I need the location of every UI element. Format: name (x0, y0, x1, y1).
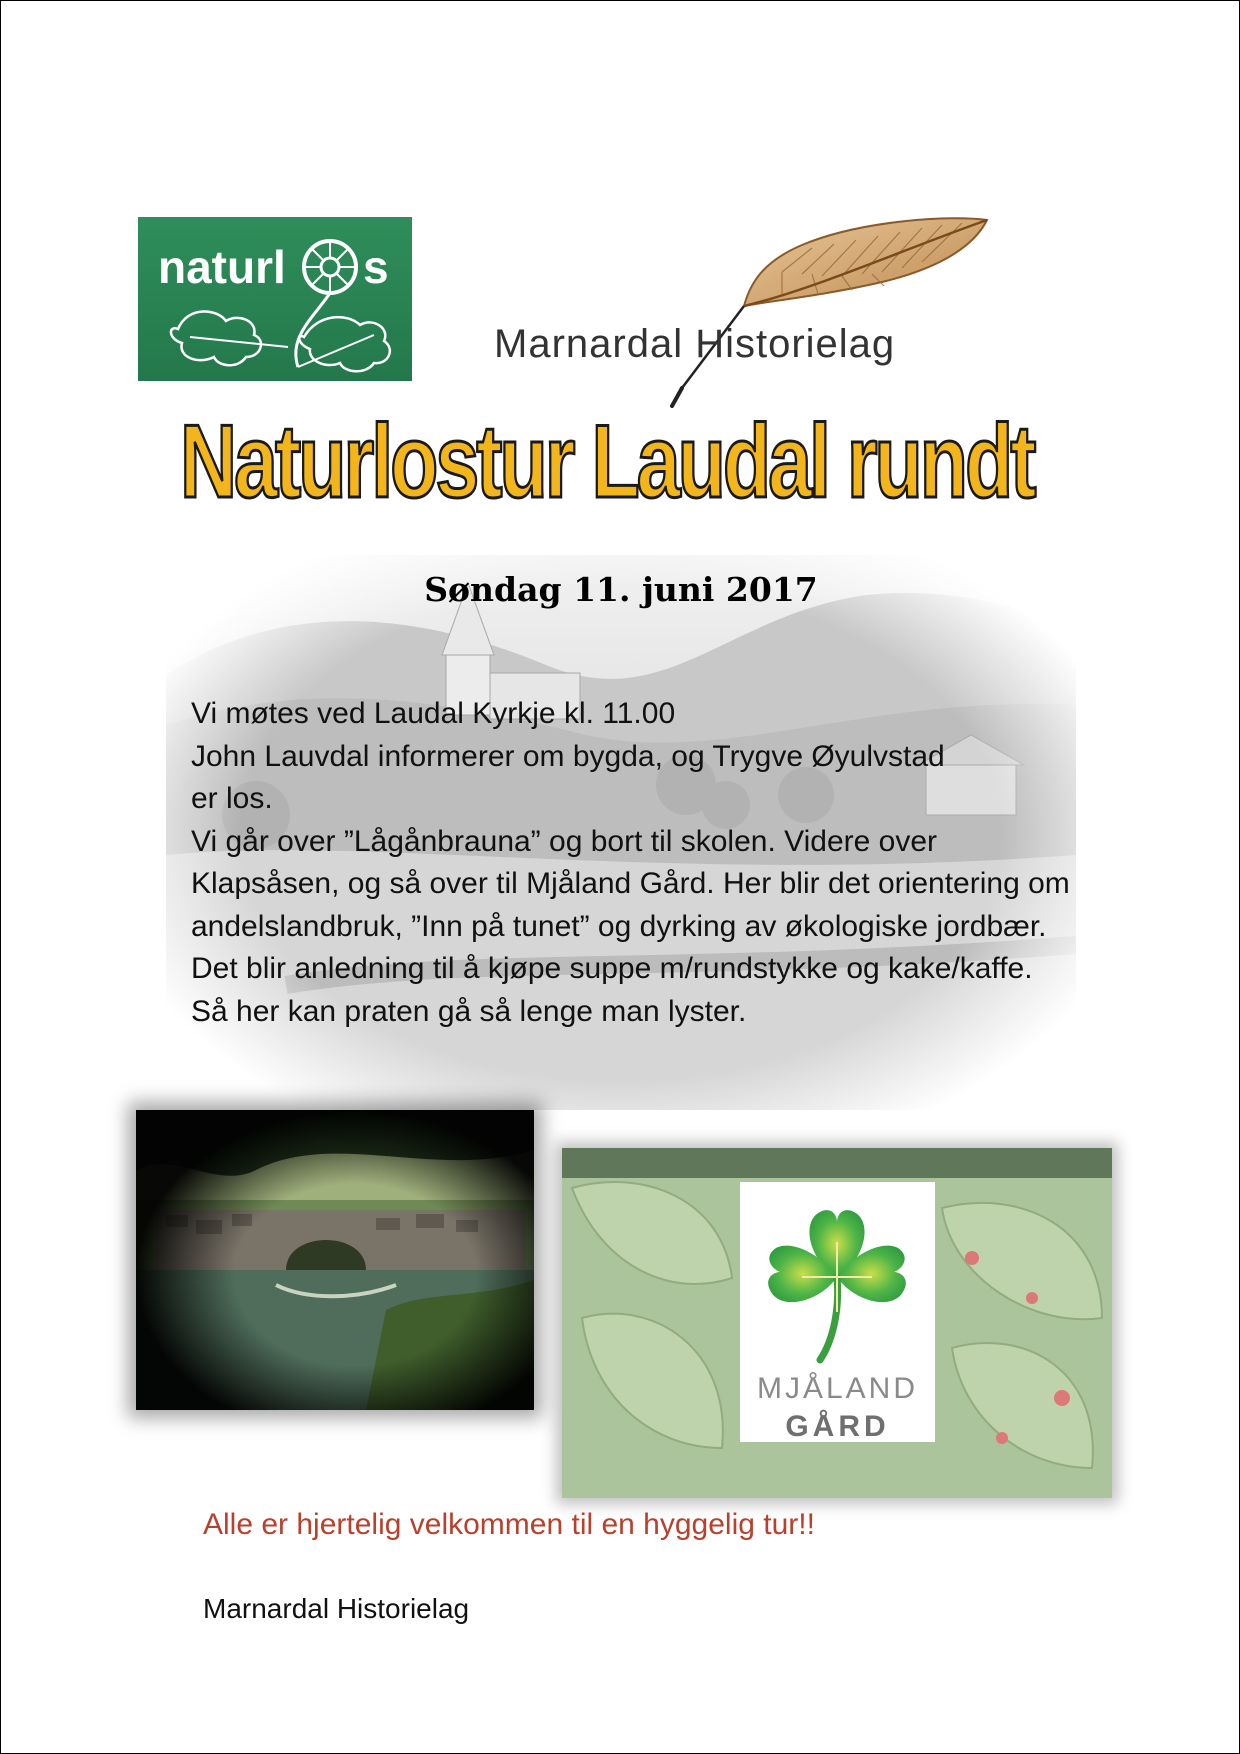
event-description (191, 693, 1071, 1033)
historielag-logo-text: Marnardal Historielag (494, 322, 896, 366)
description-paragraph: Vi går over ”Lågånbrauna” og bort til skolen. Videre over Klapsåsen, og så over til Mjåland Gård. Her blir det orientering om andelslandbruk, ”Inn på tunet” og dyrking av økologiske jordbær. Det blir anledning til å kjøpe suppe m/rundstykke og kake/kaffe. Så her kan praten gå så lenge man lyster. (191, 824, 1070, 1028)
description-line: John Lauvdal informerer om bygda, og Trygve Øyulvstad er los. (191, 739, 945, 815)
event-date: Søndag 11. juni 2017 (424, 570, 818, 609)
welcome-message: Alle er hjertelig velkommen til en hyggelig tur!! (203, 1508, 815, 1541)
naturlos-emblem-icon (138, 217, 412, 381)
poster-headline: Naturlostur Laudal rundt (180, 404, 1034, 520)
organizer-signature: Marnardal Historielag (203, 1593, 470, 1624)
svg-text:s: s (363, 241, 389, 293)
description-line: Vi møtes ved Laudal Kyrkje kl. 11.00 (191, 697, 676, 730)
naturlos-logo (138, 217, 412, 381)
mjaland-gard-logo (740, 1182, 935, 1442)
feather-quill-icon (482, 210, 1042, 408)
strawberry-field-photo (562, 1148, 1112, 1498)
clover-icon (740, 1182, 935, 1372)
svg-text:naturl: naturl (158, 241, 286, 293)
mjaland-logo-line2: GÅRD (785, 1410, 890, 1443)
historielag-logo (482, 210, 1042, 408)
mjaland-logo-line1: MJÅLAND (756, 1372, 919, 1405)
bridge-image (136, 1110, 534, 1410)
stone-bridge-photo (136, 1110, 534, 1410)
